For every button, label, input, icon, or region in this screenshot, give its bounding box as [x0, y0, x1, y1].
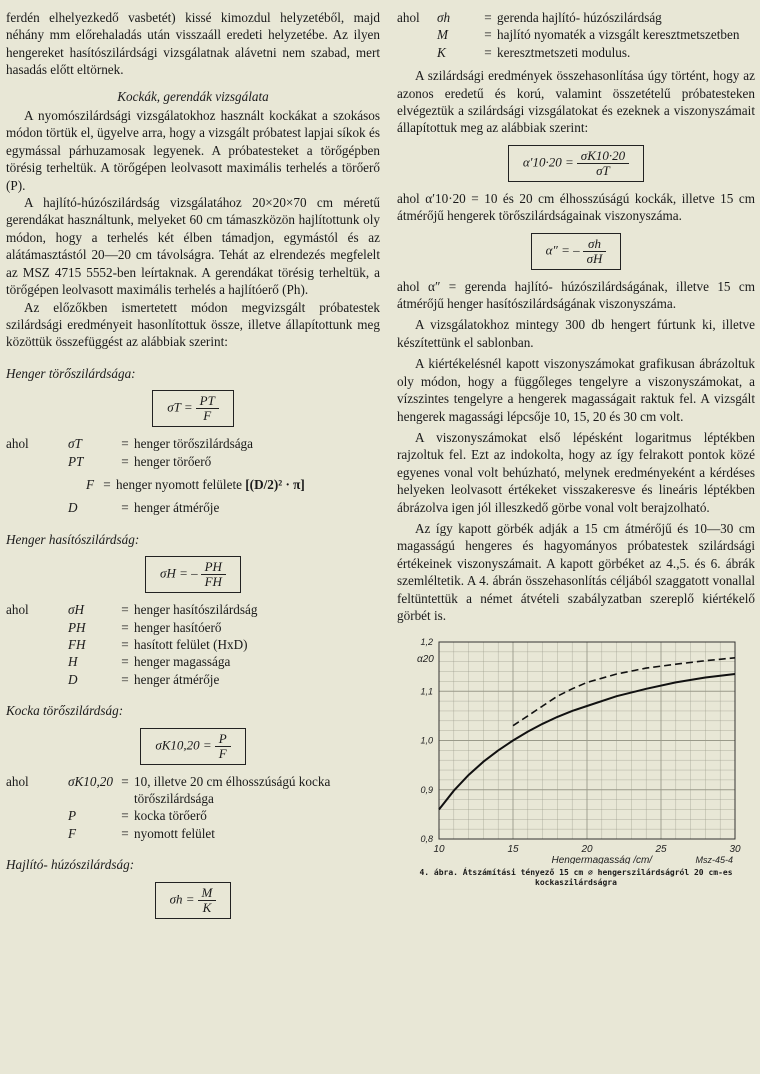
definition-row — [6, 601, 380, 618]
def-keyword — [397, 26, 437, 43]
formula-num: PT — [196, 394, 219, 409]
def-keyword: ahol — [6, 773, 29, 789]
formula-lhs: α″ = – — [545, 242, 580, 258]
paragraph: A nyomószilárdsági vizsgálatokhoz használt kockákat a szokásos módon törtük el, ügyelve arra, hogy a vizsgált próbatest lapjai síkok és egymással párhuzamosak legyenek. A próbatesteket a törőgépben törésig terheltük. A törőgépen leolvasott maximális terhelés a törőerő (P). — [6, 108, 380, 193]
definition-row — [6, 773, 380, 808]
def-symbol: H — [68, 654, 78, 670]
def-symbol: σh — [437, 10, 451, 25]
def-value: henger törőszilárdsága — [134, 436, 254, 452]
def-symbol: σT — [68, 436, 82, 452]
formula-box — [140, 728, 245, 765]
definition-row: D = henger átmérője — [6, 499, 380, 516]
formula-num: σK10·20 — [577, 149, 629, 164]
x-tick-label: 30 — [729, 844, 741, 856]
def-keyword — [6, 825, 68, 842]
subheading: Hajlító- húzószilárdság: — [6, 857, 135, 873]
equals-sign: = — [121, 619, 129, 635]
x-tick-label: 20 — [581, 844, 593, 856]
equals-sign: = — [121, 808, 129, 824]
def-value: henger hasítószilárdság — [134, 602, 258, 618]
def-value: gerenda hajlító- húzószilárdság — [497, 10, 662, 25]
left-column — [6, 9, 380, 927]
paragraph: ahol α′10·20 = 10 és 20 cm élhosszúságú kockák, illetve 15 cm átmérőjű hengerek törőszilárdságainak viszonyszáma. — [397, 190, 755, 224]
definition-list — [6, 601, 380, 688]
formula-den: σH — [586, 250, 603, 266]
def-symbol: F — [68, 825, 77, 841]
def-keyword — [6, 619, 68, 636]
definition-row — [6, 671, 380, 688]
formula-lhs: σK10,20 = — [155, 737, 212, 753]
equals-sign: = — [484, 10, 492, 25]
paragraph: A viszonyszámokat első lépésként logaritmus léptékben rajzoltuk fel. Ezt az indokolta, hogy az így felrakott pontok közé egyenes vonal volt behúzható, melynek eredményeként a kérdéses helyeken leolvasott értékeket visszakeresve és lineáris léptékben ábrázolva igen jól illeszkedő görbe vonal volt berajzolható. — [397, 429, 755, 515]
definition-row — [397, 26, 755, 43]
equals-sign: = — [121, 654, 129, 670]
def-keyword: ahol — [6, 602, 29, 618]
definition-list — [397, 9, 755, 61]
paragraph: A vizsgálatokhoz mintegy 300 db hengert fúrtunk ki, illetve készítettünk el sablonban. — [397, 317, 755, 350]
paragraph: Az előzőkben ismertetett módon megvizsgált próbatestek szilárdsági eredményeit hasonlítottuk össze, illetve állapítottunk meg közöttük összefüggést az alábbiak szerint: — [6, 299, 380, 350]
def-value: henger hasítóerő — [134, 619, 222, 635]
formula-num: PH — [201, 560, 226, 575]
equals-sign: = — [121, 671, 129, 687]
definition-list — [6, 773, 380, 843]
paragraph: ahol α″ = gerenda hajlító- húzószilárdságának, illetve 15 cm átmérőjű henger hasítószilárdságának viszonyszáma. — [397, 278, 755, 312]
equals-sign: = — [121, 773, 129, 789]
def-keyword — [6, 671, 68, 688]
def-keyword — [6, 636, 68, 653]
def-value: nyomott felület — [134, 825, 215, 841]
definition-row — [6, 807, 380, 824]
def-value: henger átmérője — [134, 500, 220, 516]
equals-sign: = — [121, 436, 129, 452]
x-tick-label: 10 — [433, 844, 445, 856]
def-symbol: M — [437, 27, 448, 43]
def-symbol: PH — [68, 619, 86, 635]
y-tick-label: 0,8 — [420, 834, 433, 845]
def-symbol: FH — [68, 636, 86, 652]
paragraph: A kiértékelésnél kapott viszonyszámokat grafikusan ábrázoltuk oly módon, hogy a függőleges tengelyre a viszonyszámokat, a vízszintes tengelyre a hengerek magasságait raktuk fel. A vizsgált hengerek magassági lépcsője 10, 15, 20 és 30 cm volt. — [397, 356, 755, 424]
area-formula: [(D/2)² · π] — [245, 476, 305, 492]
def-value — [116, 476, 380, 493]
def-symbol: σK10,20 — [68, 773, 113, 789]
definition-row — [6, 435, 380, 452]
def-keyword — [6, 807, 68, 824]
def-symbol: K — [437, 44, 446, 60]
def-value: keresztmetszeti modulus. — [497, 44, 631, 60]
formula-den: F — [203, 408, 212, 424]
definition-list — [6, 435, 380, 470]
equals-sign: = — [484, 44, 492, 60]
formula-den: FH — [204, 574, 222, 590]
formula-lhs: σh = — [169, 891, 195, 907]
paragraph: Az így kapott görbék adják a 15 cm átmérőjű és 10—30 cm magasságú hengeres és hagyományos próbatestek szilárdsági értékeinek viszonyszámait. A kapott görbéket az 4.,5. és 6. ábrák szemléltetik. A 4. ábrán összehasonlítás céljából szaggatott vonallal feltüntettük a német átvételi szabályzatban szereplő kiértékelő görbét is. — [397, 520, 755, 623]
formula-box — [145, 556, 241, 593]
formula-den: σT — [596, 162, 610, 178]
def-text: henger nyomott felülete — [116, 476, 242, 492]
right-column — [397, 9, 755, 888]
formula-lhs: α′10·20 = — [522, 154, 574, 170]
formula-lhs: σH = – — [160, 565, 198, 581]
formula-box — [152, 390, 234, 427]
def-symbol: D — [68, 500, 78, 516]
def-value: 10, illetve 20 cm élhosszúságú kocka törőszilárdsága — [134, 773, 331, 806]
definition-row — [6, 453, 380, 470]
definition-row — [397, 44, 755, 61]
x-tick-label: 25 — [655, 844, 667, 856]
def-value: hajlító nyomaték a vizsgált keresztmetszetben — [497, 27, 740, 43]
subheading: Kocka törőszilárdság: — [6, 703, 124, 719]
def-symbol: σH — [68, 602, 85, 618]
def-keyword — [397, 44, 437, 61]
formula-lhs: σT = — [167, 399, 193, 415]
definition-row — [397, 9, 755, 26]
def-symbol: P — [68, 808, 77, 824]
formula-box — [531, 233, 622, 270]
paragraph: A szilárdsági eredmények összehasonlítása úgy történt, hogy az azonos eredetű és korú, valamint összetételű próbatesteken elvégeztük a szilárdsági vizsgálatokat és ezeknek a viszonyszámait állapítottuk meg az alábbiak szerint: — [397, 68, 755, 136]
equals-sign: = — [484, 27, 492, 43]
formula-den: K — [202, 899, 212, 915]
formula-box — [155, 882, 232, 919]
y-tick-label: 1,2 — [420, 637, 433, 648]
def-symbol: D — [68, 671, 78, 687]
definition-row — [6, 653, 380, 670]
paragraph: A hajlító-húzószilárdság vizsgálatához 20×20×70 cm méretű gerendákat használtunk, melyeket 60 cm támaszközön hajlítottunk oly módon, hogy a terhelés két élben támadjon, egymástól és az alátámasztástól 20—20 cm távolságra. Tehát az elrendezés megfelelt az MSZ 4715 5552-ben leírtaknak. A gerendákat törésig terheltük, a törőgépen leolvasott maximális terhelés a hajlítóerő (Ph). — [6, 195, 380, 298]
subheading: Henger hasítószilárdság: — [6, 531, 140, 547]
def-value: hasított felület (HxD) — [134, 636, 248, 652]
def-keyword — [6, 453, 68, 470]
subheading: Henger törőszilárdsága: — [6, 365, 136, 381]
figure-caption: 4. ábra. Átszámítási tényező 15 cm ⌀ hengerszilárdságról 20 cm-es kockaszilárdságra — [419, 868, 733, 888]
y-tick-label: 1,0 — [420, 735, 433, 746]
paragraph: ferdén elhelyezkedő vasbetét) kissé kimozdul helyzetéből, majd néhány mm előrehaladás után visszaáll eredeti helyzetébe. Az ilyen hengereket hasítószilárdsági vizsgálatnak alávetni nem szabad, mert hasadás előtt eltörnek. — [6, 10, 380, 78]
def-symbol: PT — [68, 453, 84, 469]
def-keyword: ahol — [397, 10, 420, 25]
equals-sign: = — [121, 825, 129, 841]
equals-sign: = — [121, 453, 129, 469]
formula-box — [508, 145, 644, 182]
definition-row — [6, 619, 380, 636]
formula-num: M — [198, 886, 217, 901]
def-keyword: ahol — [6, 436, 29, 452]
x-tick-label: 15 — [507, 844, 519, 856]
y-axis-label: α20 — [417, 654, 434, 666]
def-symbol: F — [86, 476, 95, 492]
definition-row — [6, 636, 380, 653]
figure-tag: Msz-45-4 — [695, 855, 734, 865]
def-value: henger átmérője — [134, 671, 220, 687]
equals-sign: = — [121, 636, 129, 652]
equals-sign: = — [121, 602, 129, 618]
series-line-dashed — [513, 658, 735, 726]
figure-chart — [397, 634, 755, 864]
def-value: henger magassága — [134, 654, 231, 670]
def-keyword — [6, 653, 68, 670]
formula-num: P — [215, 732, 231, 747]
x-axis-label: Hengermagasság /cm/ — [551, 855, 653, 865]
definition-row: F = henger nyomott felülete [(D/2)² · π] — [6, 476, 380, 493]
def-value: kocka törőerő — [134, 808, 207, 824]
definition-row — [6, 825, 380, 842]
formula-den: F — [218, 745, 227, 761]
def-value: henger törőerő — [134, 453, 212, 469]
y-tick-label: 1,1 — [420, 686, 433, 697]
formula-num: σh — [583, 237, 607, 252]
y-tick-label: 0,9 — [420, 785, 433, 796]
section-heading: Kockák, gerendák vizsgálata — [117, 88, 269, 104]
